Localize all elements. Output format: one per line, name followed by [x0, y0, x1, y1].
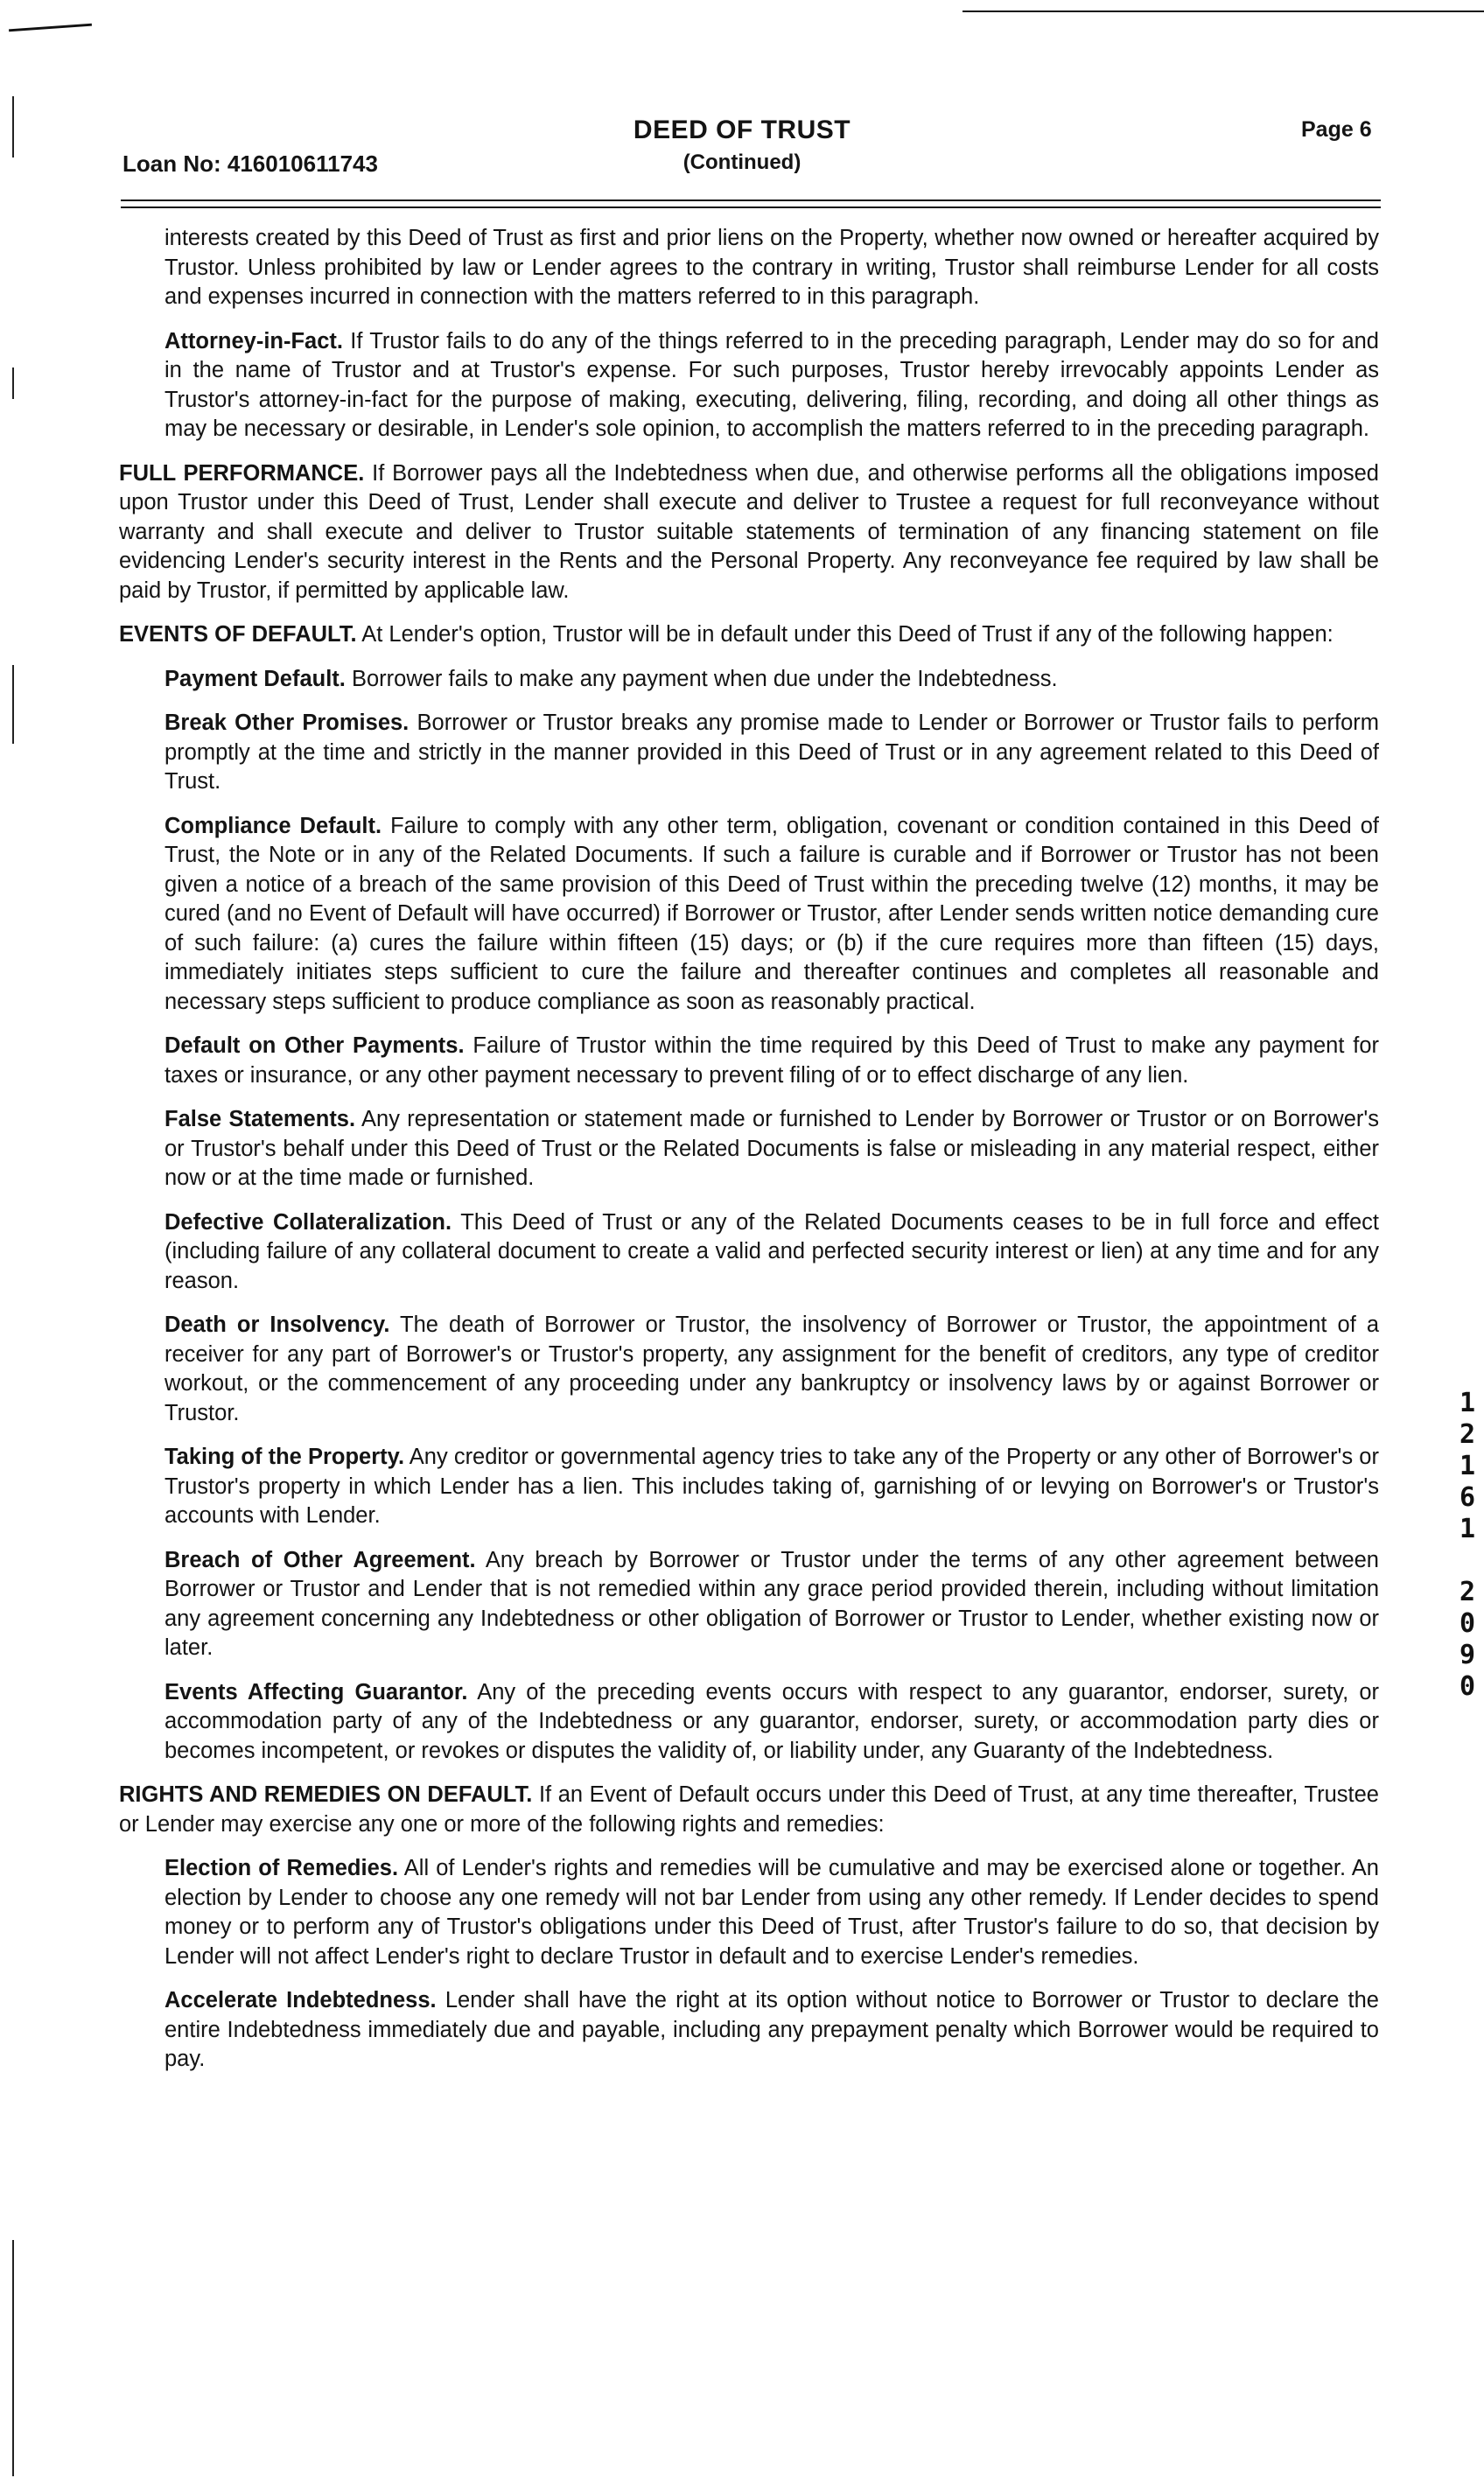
heading-default-other-payments: Default on Other Payments.: [164, 1033, 465, 1058]
loan-number: Loan No: 416010611743: [122, 150, 378, 177]
text-defective-collateralization: This Deed of Trust or any of the Related Documents ceases to be in full force and effect (including failure of any collateral document to create a valid and perfected security interest or lien) at any time and for any reason.: [164, 1209, 1379, 1293]
section-rights-and-remedies: [119, 1781, 1379, 1839]
heading-taking-of-property: Taking of the Property.: [164, 1445, 405, 1469]
stamp-digit: 0: [1459, 1671, 1476, 1702]
section-taking-of-property: [164, 1443, 1379, 1531]
heading-events-of-default: EVENTS OF DEFAULT.: [119, 622, 357, 647]
stamp-gap: [1456, 1545, 1479, 1577]
document-title: DEED OF TRUST: [633, 116, 851, 144]
heading-death-or-insolvency: Death or Insolvency.: [164, 1312, 390, 1337]
text-full-performance: If Borrower pays all the Indebtedness when due, and otherwise performs all the obligations imposed upon Trustor under this Deed of Trust, Lender shall execute and deliver to Trustee a request for full reconveyance without warranty and shall execute and deliver to Trustor suitable statements of termination of any financing statement on file evidencing Lender's security interest in the Rents and the Personal Property. Any reconveyance fee required by law shall be paid by Trustor, if permitted by applicable law.: [119, 460, 1379, 603]
page-number: Page 6: [1301, 117, 1372, 142]
text-accelerate-indebtedness: Lender shall have the right at its option without notice to Borrower or Trustor to declare the entire Indebtedness immediately due and payable, including any prepayment penalty which Borrower would be required to pay.: [164, 1988, 1379, 2071]
text-election-of-remedies: All of Lender's rights and remedies will be cumulative and may be exercised alone or together. An election by Lender to choose any one remedy will not bar Lender from using any other remedy. If Lender decides to spend money or to perform any of Trustor's obligations under this Deed of Trust, after Trustor's failure to do so, that decision by Lender will not affect Lender's right to declare Trustor in default and to exercise Lender's remedies.: [164, 1856, 1379, 1969]
section-events-of-default: [119, 620, 1379, 650]
heading-defective-collateralization: Defective Collateralization.: [164, 1209, 452, 1235]
text-taking-of-property: Any creditor or governmental agency tries to take any of the Property or any other of Borrower's or Trustor's property in which Lender has a lien. This includes taking of, garnishing of or levying on Borrower's or Trustor's accounts with Lender.: [164, 1445, 1379, 1528]
heading-payment-default: Payment Default.: [164, 666, 346, 691]
scan-mark-left-3: [12, 665, 14, 744]
stamp-digit: 9: [1459, 1640, 1476, 1670]
section-default-other-payments: [164, 1032, 1379, 1090]
document-subtitle: (Continued): [682, 150, 802, 174]
heading-events-affecting-guarantor: Events Affecting Guarantor.: [164, 1679, 468, 1704]
section-death-or-insolvency: [164, 1311, 1379, 1428]
stamp-digit: 2: [1459, 1419, 1476, 1450]
stamp-digit: 0: [1459, 1608, 1476, 1639]
heading-full-performance: FULL PERFORMANCE.: [119, 460, 365, 486]
stamp-digit: 1: [1459, 1514, 1476, 1544]
heading-rights-and-remedies: RIGHTS AND REMEDIES ON DEFAULT.: [119, 1782, 533, 1807]
section-compliance-default: [164, 812, 1379, 1018]
text-false-statements: Any representation or statement made or furnished to Lender by Borrower or Trustor or on Borrower's or Trustor's behalf under this Deed of Trust or the Related Documents is false or misleading in any material respect, either now or at the time made or furnished.: [164, 1107, 1379, 1190]
text-default-other-payments: Failure of Trustor within the time required by this Deed of Trust to make any payment for taxes or insurance, or any other payment necessary to prevent filing of or to effect discharge of any lien.: [164, 1033, 1379, 1088]
recording-number-stamp: [1456, 1388, 1479, 1703]
scan-mark-top-right: [962, 10, 1484, 12]
section-false-statements: [164, 1105, 1379, 1194]
section-payment-default: [164, 665, 1379, 695]
heading-breach-other-agreement: Breach of Other Agreement.: [164, 1547, 476, 1572]
heading-false-statements: False Statements.: [164, 1107, 356, 1131]
section-defective-collateralization: [164, 1208, 1379, 1297]
heading-attorney-in-fact: Attorney-in-Fact.: [164, 328, 343, 354]
text-events-of-default: At Lender's option, Trustor will be in default under this Deed of Trust if any of the following happen:: [361, 622, 1334, 647]
text-breach-other-agreement: Any breach by Borrower or Trustor under the terms of any other agreement between Borrower or Trustor and Lender that is not remedied within any grace period provided therein, including without limitation any agreement concerning any Indebtedness or other obligation of Borrower or Trustor to Lender, whether existing now or later.: [164, 1547, 1379, 1660]
section-accelerate-indebtedness: [164, 1986, 1379, 2075]
header-rule-top: [121, 200, 1381, 201]
heading-break-other-promises: Break Other Promises.: [164, 710, 410, 735]
text-attorney-in-fact: If Trustor fails to do any of the things referred to in the preceding paragraph, Lender may do so for and in the name of Trustor and at Trustor's expense. For such purposes, Trustor hereby irrevocably appoints Lender as Trustor's attorney-in-fact for the purpose of making, executing, delivering, filing, recording, and doing all other things as may be necessary or desirable, in Lender's sole opinion, to accomplish the matters referred to in the preceding paragraph.: [164, 328, 1379, 441]
heading-election-of-remedies: Election of Remedies.: [164, 1856, 399, 1880]
stamp-digit: 2: [1459, 1577, 1476, 1607]
section-break-other-promises: [164, 709, 1379, 797]
text-events-affecting-guarantor: Any of the preceding events occurs with respect to any guarantor, endorser, surety, or accommodation party of any of the Indebtedness or any guarantor, endorser, surety, or accommodation party dies or becomes incompetent, or revokes or disputes the validity of, or liability under, any Guaranty of the Indebtedness.: [164, 1679, 1379, 1763]
document-body: [119, 224, 1379, 2090]
text-break-other-promises: Borrower or Trustor breaks any promise made to Lender or Borrower or Trustor fails to perform promptly at the time and strictly in the manner provided in this Deed of Trust or in any agreement related to this Deed of Trust.: [164, 710, 1380, 794]
section-full-performance: [119, 459, 1379, 606]
stamp-digit: 6: [1459, 1482, 1476, 1513]
scan-mark-top-left: [9, 24, 92, 32]
text-death-or-insolvency: The death of Borrower or Trustor, the insolvency of Borrower or Trustor, the appointment of a receiver for any part of Borrower's or Trustor's property, any assignment for the benefit of creditors, any type of creditor workout, or the commencement of any proceeding under any bankruptcy or insolvency laws by or against Borrower or Trustor.: [164, 1312, 1379, 1425]
scan-mark-left-4: [12, 2240, 14, 2476]
paragraph-liens: interests created by this Deed of Trust as first and prior liens on the Property, whether now owned or hereafter acquired by Trustor. Unless prohibited by law or Lender agrees to the contrary in writing, Trustor shall reimburse Lender for all costs and expenses incurred in connection with the matters referred to in this paragraph.: [164, 226, 1379, 309]
text-payment-default: Borrower fails to make any payment when due under the Indebtedness.: [351, 666, 1058, 691]
header-rule-bottom: [121, 206, 1381, 208]
text-rights-and-remedies: If an Event of Default occurs under this Deed of Trust, at any time thereafter, Trustee or Lender may exercise any one or more of the following rights and remedies:: [119, 1782, 1379, 1837]
section-breach-other-agreement: [164, 1546, 1379, 1663]
heading-accelerate-indebtedness: Accelerate Indebtedness.: [164, 1988, 437, 2012]
stamp-digit: 1: [1459, 1388, 1476, 1418]
scan-mark-left-2: [12, 368, 14, 399]
stamp-digit: 1: [1459, 1451, 1476, 1481]
text-compliance-default: Failure to comply with any other term, obligation, covenant or condition contained in this Deed of Trust, the Note or in any of the Related Documents. If such a failure is curable and if Borrower or Trustor has not been given a notice of a breach of the same provision of this Deed of Trust within the preceding twelve (12) months, it may be cured (and no Event of Default will have occurred) if Borrower or Trustor, after Lender sends written notice demanding cure of such failure: (a) cures the failure within fifteen (15) days; or (b) if the cure requires more than fifteen (15) days, immediately initiates steps sufficient to cure the failure and thereafter continues and completes all reasonable and necessary steps sufficient to produce compliance as soon as reasonably practical.: [164, 813, 1379, 1014]
section-election-of-remedies: [164, 1854, 1379, 1971]
heading-compliance-default: Compliance Default.: [164, 813, 382, 838]
section-events-affecting-guarantor: [164, 1678, 1379, 1767]
section-attorney-in-fact: [164, 327, 1379, 444]
